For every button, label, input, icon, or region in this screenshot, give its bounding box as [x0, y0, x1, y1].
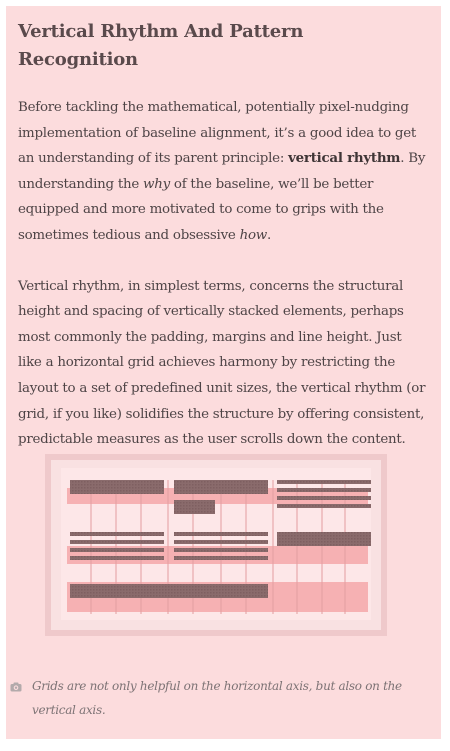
- figure-caption: [10, 674, 422, 722]
- camera-icon: [10, 681, 22, 693]
- paragraph-definition: Vertical rhythm, in simplest terms, concerns the structural height and spacing of vertically stacked elements, perhaps most commonly the padding, margins and line height. Just like a horizontal grid achieves harmony by restricting the layout to a set of predefined unit sizes, the vertical rhythm (or grid, if you like) solidifies the structure by offering consistent, predictable measures as the user scrolls down the content.: [18, 278, 426, 448]
- paragraph-intro: [18, 95, 429, 249]
- paragraph-intro-text-2: . By understanding the: [18, 151, 426, 192]
- paragraph-intro-text-4: .: [267, 227, 272, 243]
- paragraph-intro-text-1: Before tackling the mathematical, potentially pixel-nudging implementation of baseline alignment, it’s a good idea to get an understanding of its parent principle:: [18, 100, 417, 167]
- section-heading: Vertical Rhythm And Pattern Recognition: [18, 21, 304, 70]
- block-heading-2: [174, 480, 268, 494]
- vertical-grid-illustration: [45, 454, 387, 636]
- block-heading-1: [70, 480, 164, 494]
- grid-diagram: [45, 454, 387, 636]
- emphasis-how: how: [239, 227, 267, 243]
- block-small: [174, 500, 215, 514]
- caption-text: Grids are not only helpful on the horizontal axis, but also on the vertical axis.: [32, 679, 402, 717]
- paragraph-intro-text-3: of the baseline, we’ll be better equipped and more motivated to come to grips with the sometimes tedious and obsessive: [18, 176, 384, 243]
- emphasis-why: why: [143, 176, 170, 192]
- block-wide: [70, 584, 268, 598]
- emphasis-vertical-rhythm: vertical rhythm: [288, 150, 401, 167]
